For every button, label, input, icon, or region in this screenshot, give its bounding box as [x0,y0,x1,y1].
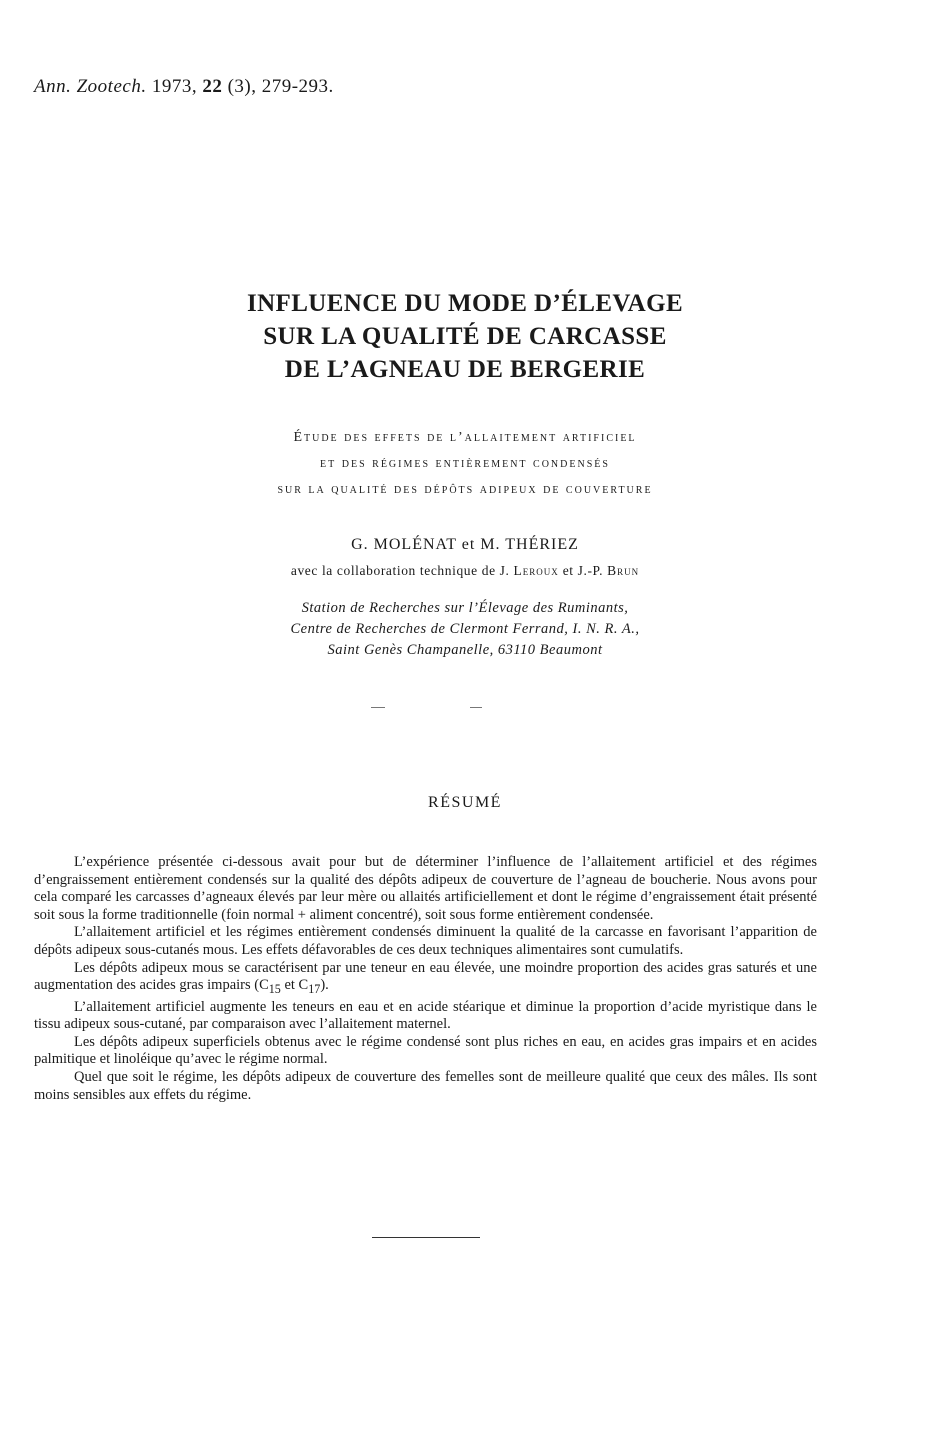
collaborator-name: Leroux [513,563,559,578]
collaboration-prefix: avec la collaboration technique de J. [290,563,510,578]
section-divider [372,1237,480,1238]
journal-name: Ann. Zootech. [34,76,147,97]
affiliation-line: Station de Recherches sur l’Élevage des Ruminants, [301,600,629,616]
journal-citation [34,76,334,98]
paragraph-text: Les dépôts adipeux mous se caractérisent par une teneur en eau élevée, une moindre proportion des acides gras saturés et une augmentation des acides gras impairs (C [34,959,817,994]
citation-issue-pages: (3), 279-293. [227,76,334,97]
subscript: 15 [268,982,281,997]
collaboration-middle: et J.-P. [562,563,604,578]
paragraph-text: et C [280,977,309,994]
abstract-paragraph: Les dépôts adipeux superficiels obtenus avec le régime condensé sont plus riches en eau, en acides gras impairs et en acides palmitique et linoléique qu’avec le régime normal. [34,1033,817,1068]
title-line: SUR LA QUALITÉ DE CARCASSE [263,323,667,350]
paragraph-text: ). [320,977,329,994]
paper-subtitle [0,425,930,503]
affiliation-line: Saint Genès Champanelle, 63110 Beaumont [327,642,603,658]
title-line: DE L’AGNEAU DE BERGERIE [284,356,646,383]
subtitle-line: sur la qualité des dépôts adipeux de couverture [277,482,653,497]
subtitle-line: et des régimes entièrement condensés [320,456,610,471]
collaboration-line [0,563,930,579]
abstract-paragraph: Quel que soit le régime, les dépôts adipeux de couverture des femelles sont de meilleure qualité que ceux des mâles. Ils sont moins sensibles aux effets du régime. [34,1069,817,1103]
abstract-paragraph: L’expérience présentée ci-dessous avait pour but de déterminer l’influence de l’allaitement artificiel et des régimes d’engraissement entièrement condensés sur la qualité des dépôts adipeux de couverture de l’agneau de boucherie. Nous avons pour cela comparé les carcasses d’agneaux élevés par leur mère ou allaités artificiellement et dont le régime d’engraissement était présenté soit sous la forme traditionnelle (foin normal + aliment concentré), soit sous forme entièrement condensée. [34,854,817,923]
abstract-paragraph: L’allaitement artificiel augmente les teneurs en eau et en acide stéarique et diminue la proportion d’acide myristique dans le tissu adipeux sous-cutané, par comparaison avec l’allaitement maternel. [34,998,817,1033]
abstract-heading: RÉSUMÉ [428,794,502,811]
separator-dash [470,707,482,708]
separator-dash [371,707,385,708]
collaborator-name: Brun [607,563,640,578]
authors: G. MOLÉNAT et M. THÉRIEZ [351,536,579,553]
title-line: INFLUENCE DU MODE D’ÉLEVAGE [246,290,684,317]
subtitle-line: Étude des effets de l’allaitement artificiel [293,430,637,445]
abstract-body [34,854,817,1104]
paper-title [0,287,930,386]
subscript: 17 [308,982,321,997]
affiliation [0,598,930,661]
affiliation-line: Centre de Recherches de Clermont Ferrand, I. N. R. A., [290,621,640,637]
citation-year: 1973, [151,76,198,97]
abstract-paragraph: L’allaitement artificiel et les régimes entièrement condensés diminuent la qualité de la carcasse en favorisant l’apparition de dépôts adipeux sous-cutanés mous. Les effets défavorables de ces deux techniques alimentaires sont cumulatifs. [34,924,817,958]
abstract-paragraph [34,960,817,999]
citation-volume: 22 [202,76,223,97]
